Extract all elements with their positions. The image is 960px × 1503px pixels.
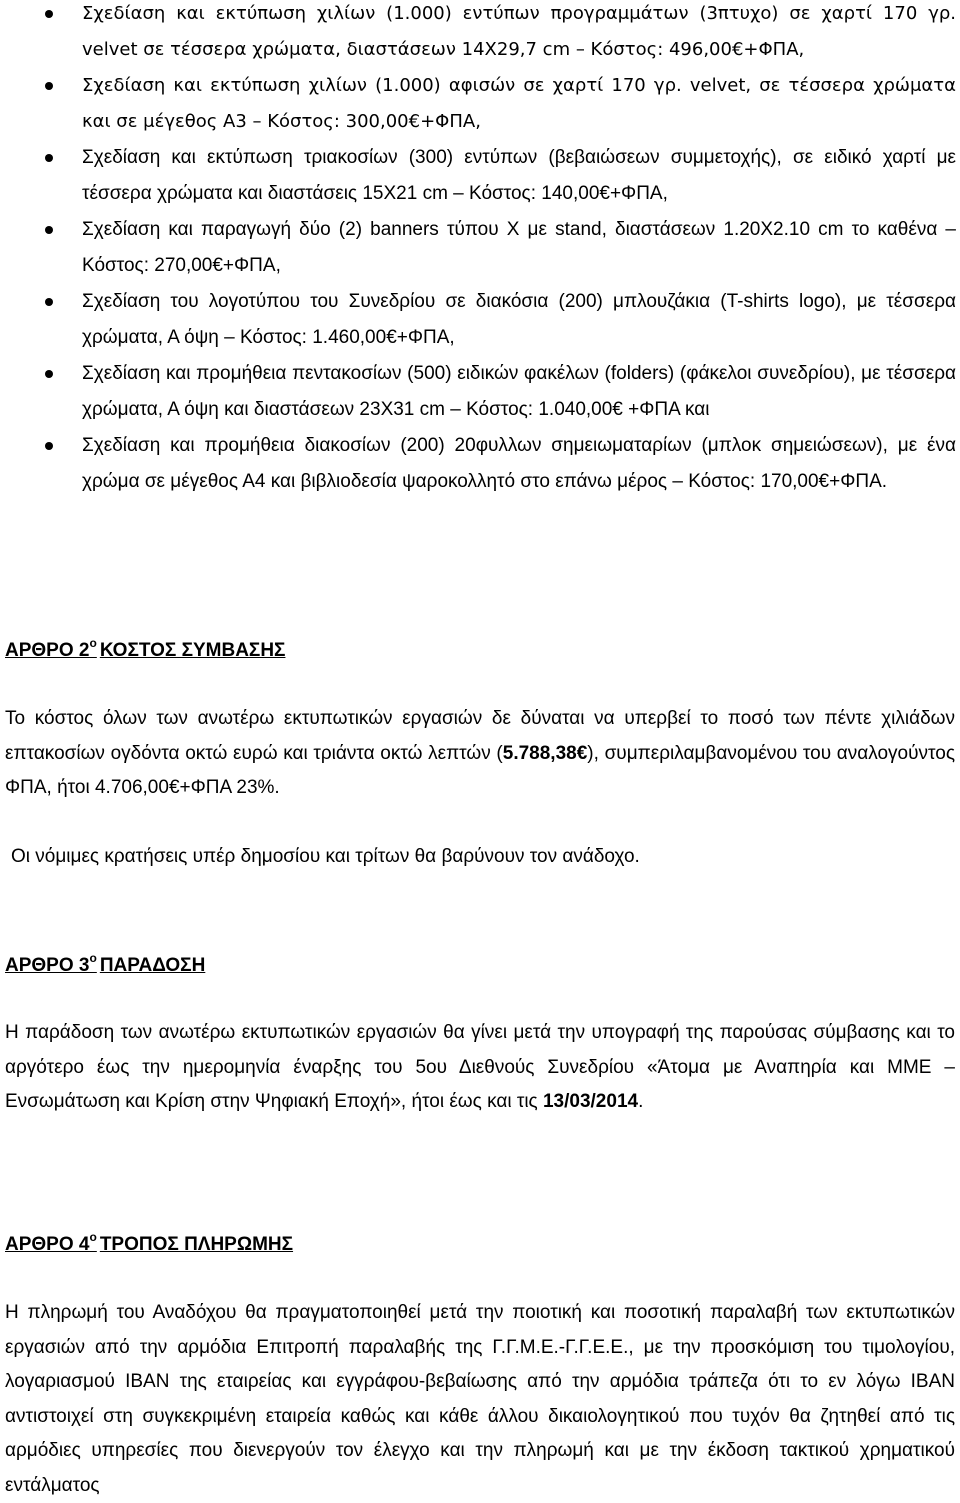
- heading-title: ΚΟΣΤΟΣ ΣΥΜΒΑΣΗΣ: [99, 640, 286, 661]
- list-item-text: Σχεδίαση και εκτύπωση τριακοσίων (300) εντύπων (βεβαιώσεων συμμετοχής), σε ειδικό χαρτί με τέσσερα χρώματα και διαστάσεις 15Χ21 cm – Κόστος: 140,00€+ΦΠΑ,: [82, 147, 956, 204]
- article-3-paragraph-1: [5, 1016, 955, 1120]
- heading-title: ΤΡΟΠΟΣ ΠΛΗΡΩΜΗΣ: [99, 1234, 294, 1255]
- bullet-icon: [45, 10, 53, 18]
- list-item-text: Σχεδίαση και παραγωγή δύο (2) banners τύπου Χ με stand, διαστάσεων 1.20Χ2.10 cm το καθένα – Κόστος: 270,00€+ΦΠΑ,: [82, 219, 956, 276]
- list-item-text: Σχεδίαση και εκτύπωση χιλίων (1.000) εντύπων προγραμμάτων (3πτυχο) σε χαρτί 170 γρ. velvet σε τέσσερα χρώματα, διαστάσεων 14Χ29,7 cm – Κόστος: 496,00€+ΦΠΑ,: [82, 3, 956, 60]
- text-run: Η παράδοση των ανωτέρω εκτυπωτικών εργασιών θα γίνει μετά την υπογραφή της παρούσας σύμβασης και το αργότερο έως την ημερομηνία έναρξης του 5ου Διεθνούς Συνεδρίου «Άτομα με Αναπηρία και ΜΜΕ – Ενσωμάτωση και Κρίση στην Ψηφιακή Εποχή», ήτοι έως και τις: [5, 1022, 955, 1112]
- list-item: [0, 284, 960, 356]
- total-amount: 5.788,38€: [502, 742, 588, 764]
- delivery-date: 13/03/2014: [542, 1091, 639, 1112]
- bullet-icon: [45, 82, 53, 90]
- list-item: [0, 0, 960, 68]
- text-run: ), συμπεριλαμβανομένου του αναλογούντος ΦΠΑ, ήτοι 4.706,00€+ΦΠΑ 23%.: [5, 742, 955, 798]
- bullet-icon: [45, 154, 53, 162]
- heading-number: ΑΡΘΡΟ 2: [5, 640, 90, 661]
- heading-number: ΑΡΘΡΟ 3: [5, 955, 90, 976]
- text-run: Οι νόμιμες κρατήσεις υπέρ δημοσίου και τρίτων θα βαρύνουν τον ανάδοχο.: [11, 846, 640, 867]
- article-3-heading: [5, 951, 205, 977]
- list-item: [0, 428, 960, 500]
- list-item: [0, 356, 960, 428]
- heading-ordinal: ο: [89, 636, 97, 650]
- text-run: Η πληρωμή του Αναδόχου θα πραγματοποιηθεί μετά την ποιοτική και ποσοτική παραλαβή των εκτυπωτικών εργασιών από την αρμόδια Επιτροπή παραλαβής της Γ.Γ.Μ.Ε.-Γ.Γ.Ε.Ε., με την προσκόμιση του τιμολογίου, λογαριασμού IBAN της εταιρείας και εγγράφου-βεβαίωσης από την αρμόδια τράπεζα ότι το εν λόγω IBAN αντιστοιχεί στη συγκεκριμένη εταιρεία καθώς και κάθε άλλου δικαιολογητικού που τυχόν θα ζητηθεί από τις αρμόδιες υπηρεσίες που διενεργούν τον έλεγχο και την πληρωμή και με την έκδοση τακτικού χρηματικού εντάλματος: [5, 1302, 955, 1496]
- bullet-icon: [45, 298, 53, 306]
- deliverables-list: [0, 0, 960, 500]
- heading-ordinal: ο: [89, 951, 97, 965]
- heading-title: ΠΑΡΑΔΟΣΗ: [99, 955, 206, 976]
- article-2-paragraph-2: [11, 840, 960, 875]
- article-2-heading: [5, 636, 285, 662]
- list-item-text: Σχεδίαση και εκτύπωση χιλίων (1.000) αφισών σε χαρτί 170 γρ. velvet, σε τέσσερα χρώματα και σε μέγεθος Α3 – Κόστος: 300,00€+ΦΠΑ,: [82, 75, 956, 132]
- article-4-paragraph-1: [5, 1296, 955, 1503]
- article-4-heading: [5, 1230, 293, 1256]
- list-item: [0, 140, 960, 212]
- heading-ordinal: ο: [89, 1230, 97, 1244]
- list-item: [0, 68, 960, 140]
- article-2-paragraph-1: [5, 702, 955, 806]
- list-item: [0, 212, 960, 284]
- bullet-icon: [45, 442, 53, 450]
- heading-number: ΑΡΘΡΟ 4: [5, 1234, 90, 1255]
- bullet-icon: [45, 226, 53, 234]
- list-item-text: Σχεδίαση και προμήθεια διακοσίων (200) 20φυλλων σημειωματαρίων (μπλοκ σημειώσεων), με ένα χρώμα σε μέγεθος Α4 και βιβλιοδεσία ψαροκολλητό στο επάνω μέρος – Κόστος: 170,00€+ΦΠΑ.: [82, 435, 956, 492]
- text-run: .: [638, 1091, 644, 1112]
- list-item-text: Σχεδίαση και προμήθεια πεντακοσίων (500) ειδικών φακέλων (folders) (φάκελοι συνεδρίου), με τέσσερα χρώματα, Α όψη και διαστάσεων 23Χ31 cm – Κόστος: 1.040,00€ +ΦΠΑ και: [82, 363, 956, 420]
- bullet-icon: [45, 370, 53, 378]
- list-item-text: Σχεδίαση του λογοτύπου του Συνεδρίου σε διακόσια (200) μπλουζάκια (T-shirts logo), με τέσσερα χρώματα, Α όψη – Κόστος: 1.460,00€+ΦΠΑ,: [82, 291, 956, 348]
- text-run: Το κόστος όλων των ανωτέρω εκτυπωτικών εργασιών δε δύναται να υπερβεί το ποσό των πέντε χιλιάδων επτακοσίων ογδόντα οκτώ ευρώ και τριάντα οκτώ λεπτών (: [5, 708, 955, 764]
